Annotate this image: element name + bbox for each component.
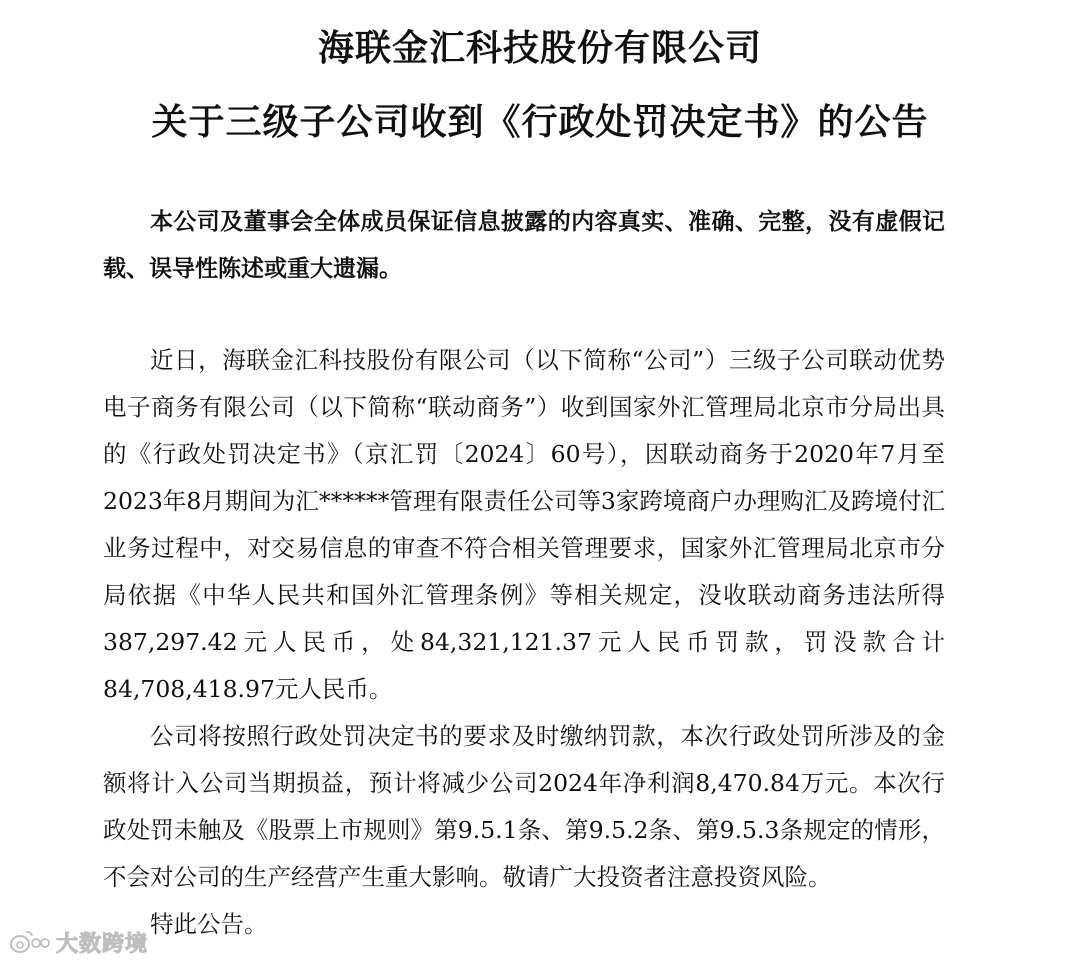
weibo-logo-icon [8,927,52,957]
company-name-heading: 海联金汇科技股份有限公司 [317,28,762,69]
penalty-details-paragraph: 近日，海联金汇科技股份有限公司（以下简称“公司”）三级子公司联动优势电子商务有限公司（以下简称“联动商务”）收到国家外汇管理局北京市分局出具的《行政处罚决定书》（京汇罚〔2024〕60号），因联动商务于2020年7月至2023年8月期间为汇******管理有限责任公司等3家跨境商户办理购汇及跨境付汇业务过程中，对交易信息的审查不符合相关管理要求，国家外汇管理局北京市分局依据《中华人民共和国外汇管理条例》等相关规定，没收联动商务违法所得387,297.42元人民币，处84,321,121.37元人民币罚款，罚没款合计84,708,418.97元人民币。 [103,346,945,703]
announcement-title-heading: 关于三级子公司收到《行政处罚决定书》的公告 [151,102,929,143]
source-watermark [8,926,148,958]
watermark-text: 大数跨境 [56,931,149,957]
impact-statement-paragraph: 公司将按照行政处罚决定书的要求及时缴纳罚款，本次行政处罚所涉及的金额将计入公司当期损益，预计将减少公司2024年净利润8,470.84万元。本次行政处罚未触及《股票上市规则》第9.5.1条、第9.5.2条、第9.5.3条规定的情形，不会对公司的生产经营产生重大影响。敬请广大投资者注意投资风险。 [103,722,945,891]
closing-remark: 特此公告。 [150,910,268,938]
board-statement-paragraph: 本公司及董事会全体成员保证信息披露的内容真实、准确、完整，没有虚假记载、误导性陈述或重大遗漏。 [103,209,945,282]
